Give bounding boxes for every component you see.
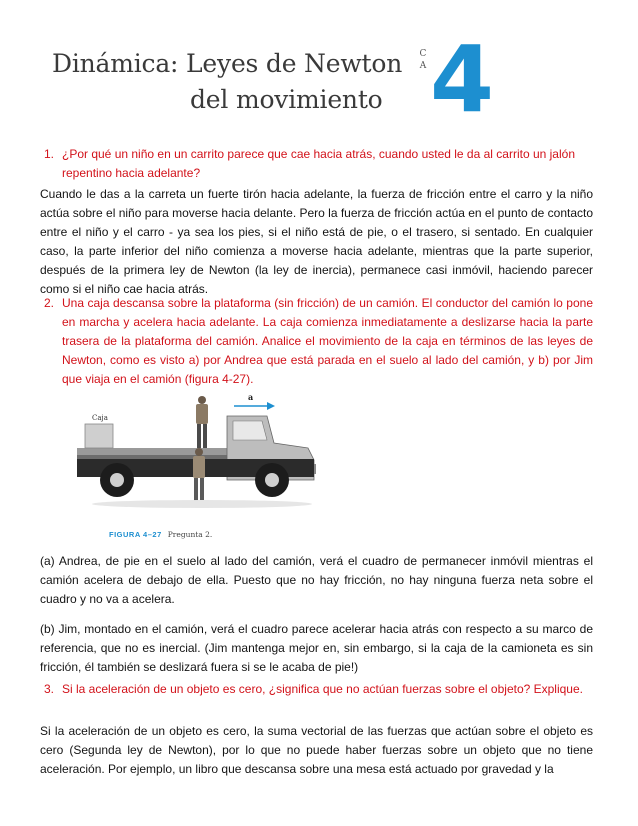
truck-figure	[62, 388, 342, 548]
box-label: Caja	[92, 414, 108, 422]
question-2	[44, 294, 593, 389]
answer-1	[40, 185, 593, 299]
figure-caption-text: Pregunta 2.	[167, 530, 213, 539]
acceleration-arrow-icon	[234, 402, 275, 410]
chapter-side-label: C A	[419, 49, 427, 71]
answer-3	[40, 722, 593, 779]
figure-caption	[109, 530, 212, 539]
question-2-text: Una caja descansa sobre la plataforma (sin fricción) de un camión. El conductor del camión lo pone en marcha y acelera hacia adelante. La caja comienza inmediatamente a deslizarse hacia la parte trasera de la plataforma del camión. Analice el movimiento de la caja en términos de las leyes de Newton, como es visto a) por Andrea que está parada en el suelo al lado del camión, y b) por Jim que viaja en el camión (figura 4-27).	[62, 296, 593, 386]
answer-2a-text: (a) Andrea, de pie en el suelo al lado del camión, verá el cuadro de permanecer inmóvil mientras el camión acelera de debajo de ella. Puesto que no hay fricción, no hay ninguna fuerza neta sobre el cuadro y no va a acelera.	[40, 554, 593, 606]
truck-flatbed	[77, 448, 227, 455]
answer-3-text: Si la aceleración de un objeto es cero, la suma vectorial de las fuerzas que actúan sobre el objeto es cero (Segunda ley de Newton), por lo que no puede haber fuerzas sobre un objeto que no tiene aceleración. Por ejemplo, un libro que descansa sobre una mesa está actuado por gravedad y la	[40, 724, 593, 776]
answer-2b	[40, 620, 593, 677]
rear-wheel-icon	[100, 463, 134, 497]
question-3-number: 3.	[44, 682, 55, 696]
answer-1-text: Cuando le das a la carreta un fuerte tirón hacia adelante, la fuerza de fricción entre el carro y la niño actúa sobre el niño para moverse hacia delante. Pero la fuerza de fricción actúa en el punto de contacto entre el niño y el carro - ya sea los pies, si el niño está de pie, o el trasero, si sentado. En cualquier caso, la parte inferior del niño comienza a moverse hacia adelante, mientras que la parte superior, después de la primera ley de Newton (la ley de inercia), permanece casi inmóvil, haciendo parecer como si el niño cae hacia atrás.	[40, 187, 594, 296]
chapter-title-line2: del movimiento	[190, 85, 383, 114]
truck-illustration	[62, 388, 342, 548]
chapter-number: 4	[430, 26, 495, 133]
question-1-text: ¿Por qué un niño en un carrito parece que cae hacia atrás, cuando usted le da al carrito un jalón repentino hacia adelante?	[62, 147, 575, 180]
chapter-header	[0, 0, 638, 133]
person-on-ground-icon	[193, 448, 205, 504]
answer-2a	[40, 552, 593, 609]
acceleration-label: a	[248, 392, 254, 402]
person-on-truck-icon	[196, 396, 208, 448]
figure-caption-label: FIGURA 4–27	[109, 530, 162, 539]
question-1	[44, 145, 593, 183]
front-wheel-icon	[255, 463, 289, 497]
question-3-text: Si la aceleración de un objeto es cero, ¿significa que no actúan fuerzas sobre el objeto? Explique.	[62, 682, 583, 696]
question-1-number: 1.	[44, 147, 55, 161]
question-3	[44, 680, 593, 699]
question-2-number: 2.	[44, 296, 55, 310]
answer-2b-text: (b) Jim, montado en el camión, verá el cuadro parece acelerar hacia atrás con respecto a su marco de referencia, que no es inercial. (Jim mantenga mejor en, sin embargo, si la caja de la camioneta es sin fricción, él también se deslizará fuera si se le acaba de pie!)	[40, 622, 593, 674]
chapter-title-line1: Dinámica: Leyes de Newton	[52, 49, 403, 78]
box-icon	[85, 424, 113, 448]
